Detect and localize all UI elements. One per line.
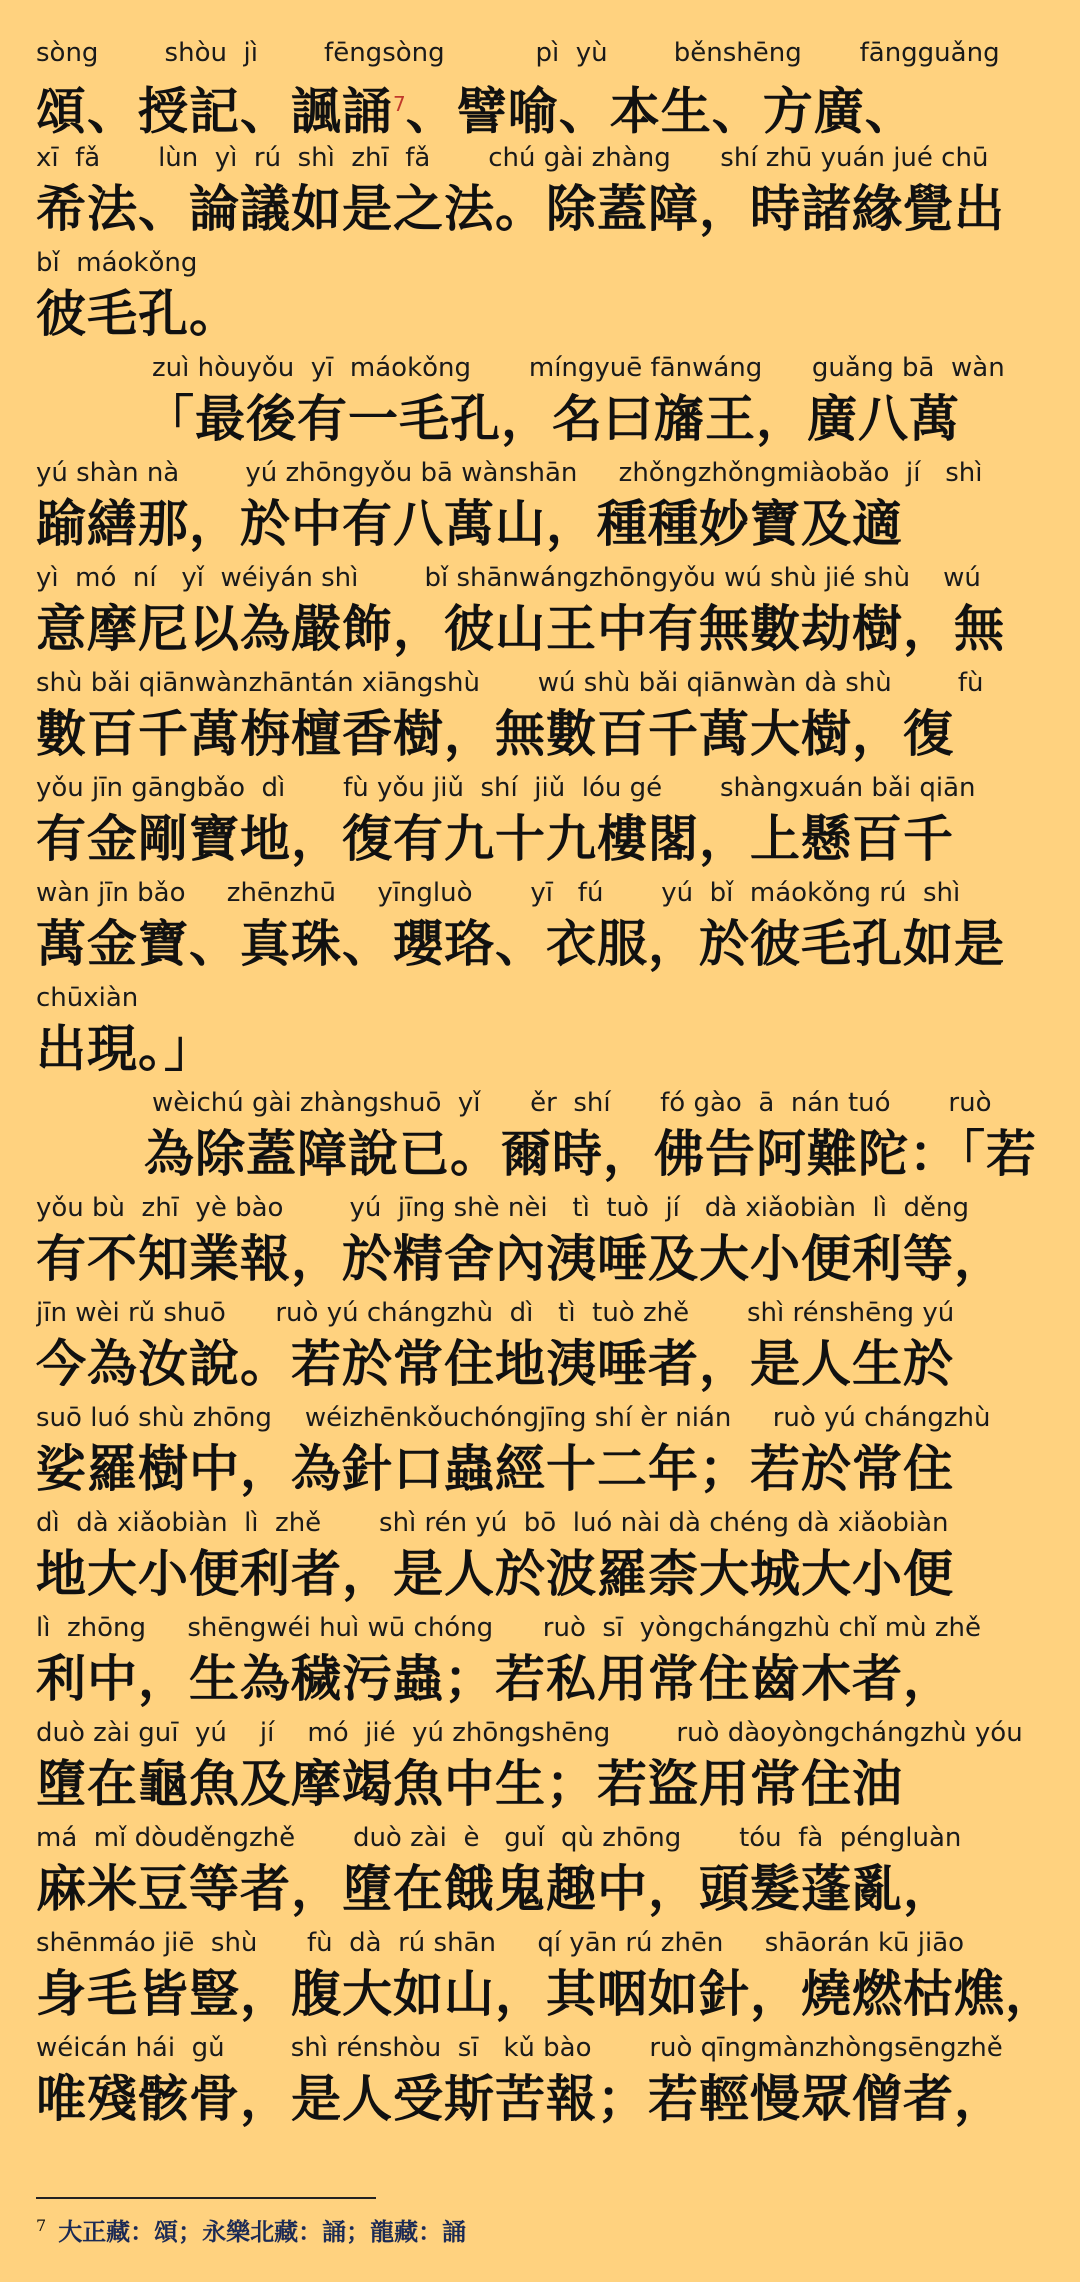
text-line	[36, 2031, 1044, 2135]
hanzi-row	[36, 70, 1044, 141]
hanzi-row: 唯殘骸骨，是人受斯苦報；若輕慢眾僧者，	[36, 2070, 1005, 2128]
hanzi-text: 頌、授記、諷誦	[36, 82, 393, 141]
hanzi-row: 地大小便利者，是人於波羅柰大城大小便	[36, 1545, 954, 1603]
hanzi-text: 、譬喻、本生、方廣、	[405, 82, 916, 141]
pinyin-row: shēnmáo jiē shù fù dà rú shān qí yān rú zhēn shāorán kū jiāo	[36, 1928, 965, 1958]
pinyin-row: wéicán hái gǔ shì rénshòu sī kǔ bào ruò qīngmànzhòngsēngzhě	[36, 2033, 1003, 2063]
pinyin-row: sòng shòu jì fēngsòng pì yù běnshēng fāngguǎng	[36, 38, 1000, 68]
pinyin-row: suō luó shù zhōng wéizhēnkǒuchóngjīng shí èr nián ruò yú chángzhù	[36, 1403, 991, 1433]
text-line	[36, 1611, 1044, 1715]
pinyin-row: yǒu jīn gāngbǎo dì fù yǒu jiǔ shí jiǔ lóu gé shàngxuán bǎi qiān	[36, 773, 976, 803]
hanzi-row: 出現。」	[36, 1020, 215, 1078]
hanzi-row: 彼毛孔。	[36, 285, 240, 343]
hanzi-row: 有金剛寶地，復有九十九樓閣，上懸百千	[36, 810, 954, 868]
pinyin-row: shù bǎi qiānwànzhāntán xiāngshù wú shù bǎi qiānwàn dà shù fù	[36, 668, 984, 698]
text-line	[36, 36, 1044, 140]
hanzi-row: 娑羅樹中，為針口蟲經十二年；若於常住	[36, 1440, 954, 1498]
hanzi-row: 墮在龜魚及摩竭魚中生；若盜用常住油	[36, 1755, 903, 1813]
pinyin-row: lì zhōng shēngwéi huì wū chóng ruò sī yòngchángzhù chǐ mù zhě	[36, 1613, 981, 1643]
footnote-divider	[36, 2197, 376, 2199]
hanzi-row: 麻米豆等者，墮在餓鬼趣中，頭髮蓬亂，	[36, 1860, 954, 1918]
pinyin-row: wèichú gài zhàngshuō yǐ ěr shí fó gào ā nán tuó ruò	[152, 1088, 992, 1118]
text-line	[36, 1506, 1044, 1610]
text-line	[36, 561, 1044, 665]
hanzi-row: 身毛皆豎，腹大如山，其咽如針，燒燃枯燋，	[36, 1965, 1056, 2023]
text-line	[36, 1821, 1044, 1925]
hanzi-row: 「最後有一毛孔，名曰旛王，廣八萬	[144, 390, 960, 448]
text-line	[36, 1296, 1044, 1400]
hanzi-row: 數百千萬栴檀香樹，無數百千萬大樹，復	[36, 705, 954, 763]
pinyin-row: bǐ máokǒng	[36, 248, 198, 278]
text-line	[36, 876, 1044, 980]
text-line	[36, 141, 1044, 245]
text-line	[36, 1191, 1044, 1295]
pinyin-row: yú shàn nà yú zhōngyǒu bā wànshān zhǒngzhǒngmiàobǎo jí shì	[36, 458, 983, 488]
text-line	[36, 1926, 1056, 2030]
footnote-text: 大正藏：頌；永樂北藏：誦；龍藏：誦	[58, 2217, 467, 2246]
pinyin-row: wàn jīn bǎo zhēnzhū yīngluò yī fú yú bǐ máokǒng rú shì	[36, 878, 961, 908]
text-line	[36, 1086, 1044, 1190]
text-line	[36, 981, 1044, 1085]
hanzi-row: 今為汝說。若於常住地洟唾者，是人生於	[36, 1335, 954, 1393]
pinyin-row: yǒu bù zhī yè bào yú jīng shè nèi tì tuò jí dà xiǎobiàn lì děng	[36, 1193, 969, 1223]
footnote-marker: 7	[393, 92, 406, 116]
hanzi-row: 有不知業報，於精舍內洟唾及大小便利等，	[36, 1230, 1005, 1288]
pinyin-row: dì dà xiǎobiàn lì zhě shì rén yú bō luó nài dà chéng dà xiǎobiàn	[36, 1508, 949, 1538]
pinyin-row: má mǐ dòuděngzhě duò zài è guǐ qù zhōng tóu fà péngluàn	[36, 1823, 962, 1853]
text-line	[36, 351, 1044, 455]
pinyin-row: yì mó ní yǐ wéiyán shì bǐ shānwángzhōngyǒu wú shù jié shù wú	[36, 563, 981, 593]
pinyin-row: chūxiàn	[36, 983, 139, 1013]
pinyin-row: jīn wèi rǔ shuō ruò yú chángzhù dì tì tuò zhě shì rénshēng yú	[36, 1298, 955, 1328]
footnote	[36, 2210, 466, 2248]
pinyin-row: zuì hòuyǒu yī máokǒng míngyuē fānwáng guǎng bā wàn	[152, 353, 1005, 383]
hanzi-row: 為除蓋障說已。爾時，佛告阿難陀：「若	[144, 1125, 1037, 1183]
text-line	[36, 1716, 1044, 1820]
text-line	[36, 1401, 1044, 1505]
pinyin-row: xī fǎ lùn yì rú shì zhī fǎ chú gài zhàng shí zhū yuán jué chū	[36, 143, 989, 173]
text-line	[36, 771, 1044, 875]
text-line	[36, 246, 1044, 350]
hanzi-row: 利中，生為穢污蟲；若私用常住齒木者，	[36, 1650, 954, 1708]
hanzi-row: 希法、論議如是之法。除蓋障，時諸緣覺出	[36, 180, 1005, 238]
hanzi-row: 萬金寶、真珠、瓔珞、衣服，於彼毛孔如是	[36, 915, 1005, 973]
hanzi-row: 意摩尼以為嚴飾，彼山王中有無數劫樹，無	[36, 600, 1005, 658]
pinyin-row: duò zài guī yú jí mó jié yú zhōngshēng ruò dàoyòngchángzhù yóu	[36, 1718, 1023, 1748]
hanzi-row: 踰繕那，於中有八萬山，種種妙寶及適	[36, 495, 903, 553]
text-line	[36, 456, 1044, 560]
footnote-number: 7	[36, 2216, 47, 2235]
text-line	[36, 666, 1044, 770]
